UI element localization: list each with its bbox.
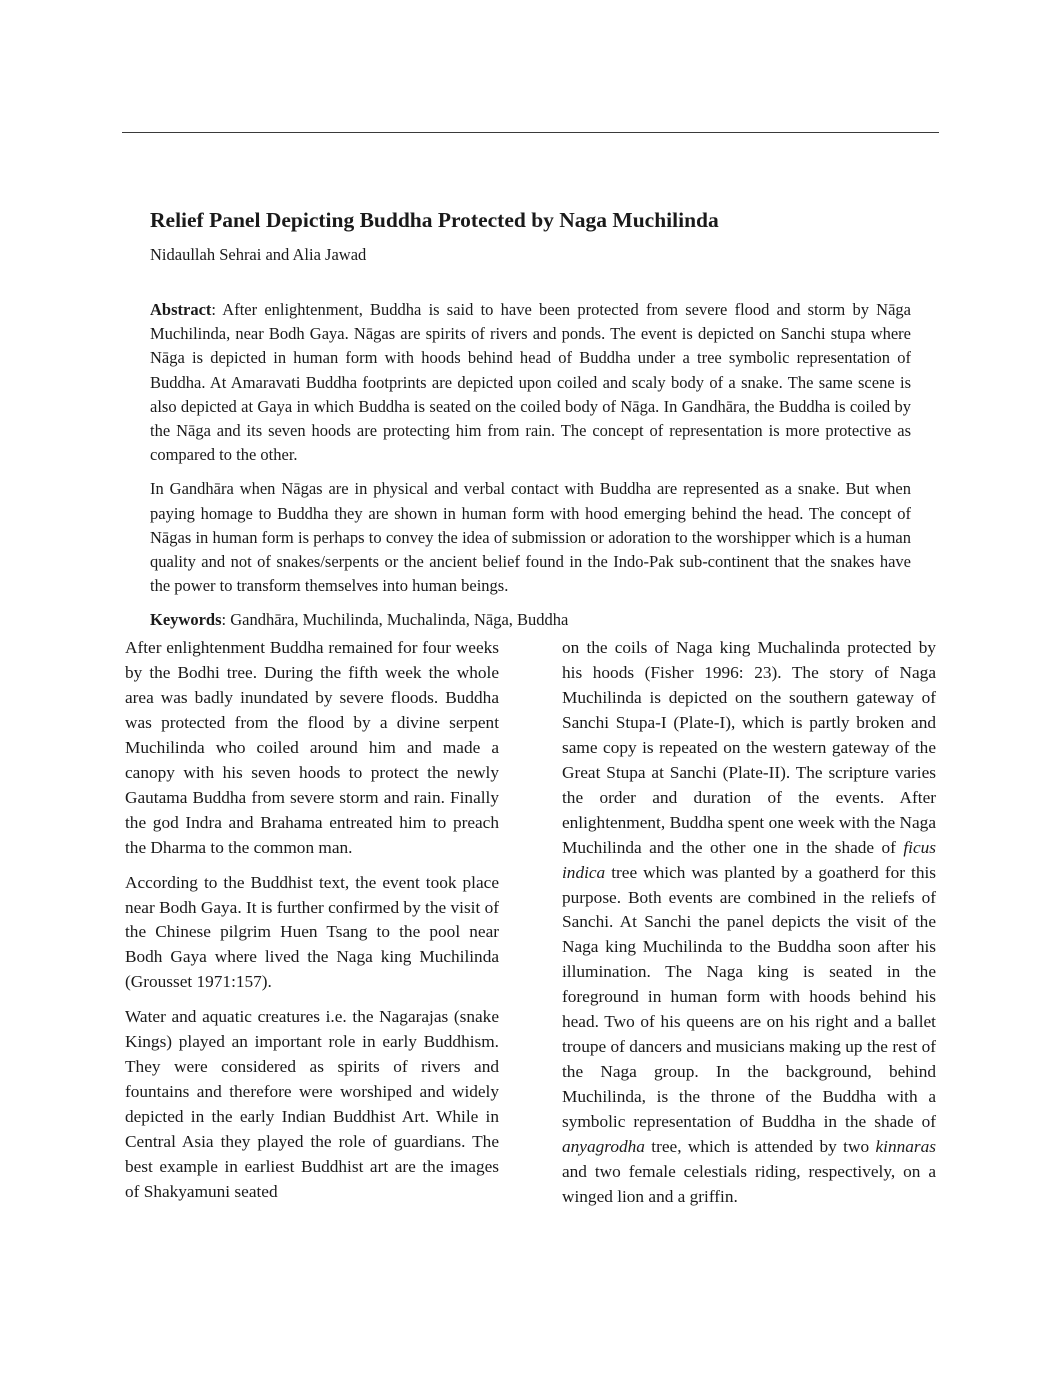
body-paragraph (562, 636, 936, 1210)
abstract-label: Abstract (150, 300, 212, 319)
body-text-segment: and two female celestials riding, respectively, on a winged lion and a griffin. (562, 1162, 936, 1206)
italic-term-anyagrodha: anyagrodha (562, 1137, 645, 1157)
abstract-section (150, 298, 911, 633)
body-text-segment: on the coils of Naga king Muchalinda protected by his hoods (Fisher 1996: 23). The story of Naga Muchilinda is depicted on the southern gateway of Sanchi Stupa-I (Plate-I), which is partly broken and same copy is repeated on the western gateway of the Great Stupa at Sanchi (Plate-II). The scripture varies the order and duration of the events. After enlightenment, Buddha spent one week with the Naga Muchilinda and the other one in the shade of (562, 638, 936, 857)
body-text-segment: tree, which is attended by two (644, 1137, 876, 1157)
body-paragraph: After enlightenment Buddha remained for four weeks by the Bodhi tree. During the fifth week the whole area was badly inundated by severe floods. Buddha was protected from the flood by a divine serpent Muchilinda who coiled around him and made a canopy with his seven hoods to protect the newly Gautama Buddha from severe storm and rain. Finally the god Indra and Brahama entreated him to preach the Dharma to the common man. (125, 638, 499, 857)
article-authors: Nidaullah Sehrai and Alia Jawad (150, 245, 367, 264)
keywords-label: Keywords (150, 610, 222, 630)
keywords-line (150, 608, 911, 632)
body-text-segment: tree which was planted by a goatherd for this purpose. Both events are combined in the reliefs of Sanchi. At Sanchi the panel depicts the visit of the Naga king Muchilinda to the Buddha soon after his illumination. The Naga king is seated in the foreground in human form with hoods behind his head. Two of his queens are on his right and a ballet troupe of dancers and musicians making up the rest of the Naga group. In the background, behind Muchilinda, is the throne of the Buddha with a symbolic representation of Buddha in the shade of (562, 862, 936, 1132)
header-rule (122, 132, 939, 133)
body-paragraph: According to the Buddhist text, the event took place near Bodh Gaya. It is further confirmed by the visit of the Chinese pilgrim Huen Tsang to the pool near Bodh Gaya where lived the Naga king Muchilinda (Grousset 1971:157). (125, 872, 499, 992)
italic-term-ficus-indica: ficus indica (562, 837, 936, 882)
abstract-paragraph-1 (150, 298, 911, 467)
body-column-left (125, 636, 499, 1205)
body-column-right (562, 636, 936, 1210)
abstract-paragraph-2: In Gandhāra when Nāgas are in physical and verbal contact with Buddha are represented as a snake. But when paying homage to Buddha they are shown in human form with hood emerging behind the head. The concept of Nāgas in human form is perhaps to convey the idea of submission or adoration to the worshipper which is a human quality and not of snakes/serpents or the ancient belief found in the Indo-Pak sub-continent that the snakes have the power to transform themselves into human beings. (150, 479, 911, 596)
abstract-text-1: : After enlightenment, Buddha is said to have been protected from severe flood and storm by Nāga Muchilinda, near Bodh Gaya. Nāgas are spirits of rivers and ponds. The event is depicted on Sanchi stupa where Nāga is depicted in human form with hoods behind head of Buddha under a tree symbolic representation of Buddha. At Amaravati Buddha footprints are depicted upon coiled and scaly body of a snake. The same scene is also depicted at Gaya in which Buddha is seated on the coiled body of Nāga. In Gandhāra, the Buddha is coiled by the Nāga and its seven hoods are protecting him from rain. The concept of representation is more protective as compared to the other. (150, 300, 911, 465)
keywords-text: : Gandhāra, Muchilinda, Muchalinda, Nāga, Buddha (221, 610, 569, 630)
article-title: Relief Panel Depicting Buddha Protected by Naga Muchilinda (150, 208, 719, 232)
italic-term-kinnaras: kinnaras (875, 1137, 936, 1157)
body-paragraph: Water and aquatic creatures i.e. the Nagarajas (snake Kings) played an important role in early Buddhism. They were considered as spirits of rivers and fountains and therefore were worshiped and widely depicted in the early Indian Buddhist Art. While in Central Asia they played the role of guardians. The best example in earliest Buddhist art are the images of Shakyamuni seated (125, 1007, 499, 1202)
